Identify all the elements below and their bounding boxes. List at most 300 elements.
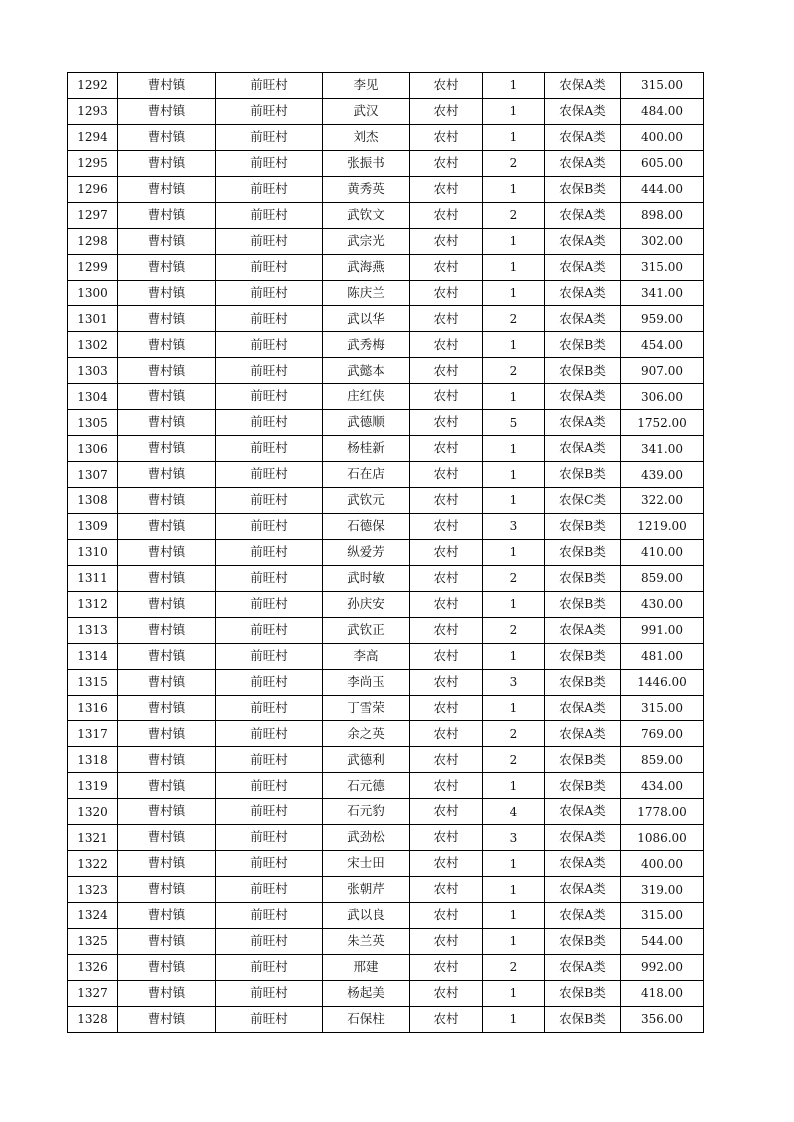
row-number-cell: 1309 xyxy=(68,513,118,539)
category-cell: 农保B类 xyxy=(545,539,621,565)
household-count-cell: 3 xyxy=(483,669,545,695)
town-cell: 曹村镇 xyxy=(118,254,216,280)
residence-type-cell: 农村 xyxy=(410,410,483,436)
residence-type-cell: 农村 xyxy=(410,202,483,228)
household-count-cell: 1 xyxy=(483,591,545,617)
village-cell: 前旺村 xyxy=(216,358,323,384)
household-count-cell: 1 xyxy=(483,695,545,721)
household-count-cell: 1 xyxy=(483,980,545,1006)
table-row xyxy=(68,202,704,228)
residence-type-cell: 农村 xyxy=(410,825,483,851)
table-row xyxy=(68,150,704,176)
row-number-cell: 1328 xyxy=(68,1006,118,1032)
amount-cell: 341.00 xyxy=(621,280,704,306)
village-cell: 前旺村 xyxy=(216,176,323,202)
town-cell: 曹村镇 xyxy=(118,617,216,643)
row-number-cell: 1293 xyxy=(68,98,118,124)
household-count-cell: 3 xyxy=(483,513,545,539)
row-number-cell: 1320 xyxy=(68,799,118,825)
row-number-cell: 1294 xyxy=(68,124,118,150)
category-cell: 农保A类 xyxy=(545,877,621,903)
household-count-cell: 1 xyxy=(483,254,545,280)
residence-type-cell: 农村 xyxy=(410,280,483,306)
town-cell: 曹村镇 xyxy=(118,280,216,306)
household-count-cell: 1 xyxy=(483,877,545,903)
category-cell: 农保A类 xyxy=(545,903,621,929)
residence-type-cell: 农村 xyxy=(410,851,483,877)
town-cell: 曹村镇 xyxy=(118,773,216,799)
name-cell: 邢建 xyxy=(323,954,410,980)
table-row xyxy=(68,98,704,124)
name-cell: 张朝芹 xyxy=(323,877,410,903)
category-cell: 农保B类 xyxy=(545,747,621,773)
residence-type-cell: 农村 xyxy=(410,513,483,539)
amount-cell: 859.00 xyxy=(621,747,704,773)
town-cell: 曹村镇 xyxy=(118,358,216,384)
table-row xyxy=(68,747,704,773)
name-cell: 石保柱 xyxy=(323,1006,410,1032)
amount-cell: 991.00 xyxy=(621,617,704,643)
category-cell: 农保B类 xyxy=(545,565,621,591)
village-cell: 前旺村 xyxy=(216,825,323,851)
household-count-cell: 2 xyxy=(483,358,545,384)
amount-cell: 418.00 xyxy=(621,980,704,1006)
town-cell: 曹村镇 xyxy=(118,799,216,825)
household-count-cell: 2 xyxy=(483,150,545,176)
amount-cell: 605.00 xyxy=(621,150,704,176)
amount-cell: 306.00 xyxy=(621,384,704,410)
row-number-cell: 1297 xyxy=(68,202,118,228)
row-number-cell: 1312 xyxy=(68,591,118,617)
row-number-cell: 1306 xyxy=(68,436,118,462)
town-cell: 曹村镇 xyxy=(118,1006,216,1032)
town-cell: 曹村镇 xyxy=(118,954,216,980)
amount-cell: 907.00 xyxy=(621,358,704,384)
name-cell: 石元德 xyxy=(323,773,410,799)
category-cell: 农保B类 xyxy=(545,1006,621,1032)
category-cell: 农保A类 xyxy=(545,799,621,825)
name-cell: 石德保 xyxy=(323,513,410,539)
amount-cell: 430.00 xyxy=(621,591,704,617)
residence-type-cell: 农村 xyxy=(410,721,483,747)
category-cell: 农保A类 xyxy=(545,851,621,877)
table-row xyxy=(68,825,704,851)
town-cell: 曹村镇 xyxy=(118,73,216,99)
household-count-cell: 2 xyxy=(483,202,545,228)
town-cell: 曹村镇 xyxy=(118,436,216,462)
category-cell: 农保B类 xyxy=(545,591,621,617)
household-count-cell: 1 xyxy=(483,539,545,565)
town-cell: 曹村镇 xyxy=(118,721,216,747)
category-cell: 农保A类 xyxy=(545,617,621,643)
village-cell: 前旺村 xyxy=(216,462,323,488)
amount-cell: 544.00 xyxy=(621,928,704,954)
household-count-cell: 5 xyxy=(483,410,545,436)
name-cell: 武钦正 xyxy=(323,617,410,643)
town-cell: 曹村镇 xyxy=(118,695,216,721)
category-cell: 农保A类 xyxy=(545,202,621,228)
table-row xyxy=(68,462,704,488)
household-count-cell: 2 xyxy=(483,747,545,773)
household-count-cell: 1 xyxy=(483,228,545,254)
town-cell: 曹村镇 xyxy=(118,488,216,514)
town-cell: 曹村镇 xyxy=(118,539,216,565)
town-cell: 曹村镇 xyxy=(118,877,216,903)
residence-type-cell: 农村 xyxy=(410,903,483,929)
residence-type-cell: 农村 xyxy=(410,98,483,124)
row-number-cell: 1311 xyxy=(68,565,118,591)
household-count-cell: 2 xyxy=(483,721,545,747)
town-cell: 曹村镇 xyxy=(118,150,216,176)
village-cell: 前旺村 xyxy=(216,928,323,954)
residence-type-cell: 农村 xyxy=(410,150,483,176)
town-cell: 曹村镇 xyxy=(118,928,216,954)
amount-cell: 481.00 xyxy=(621,643,704,669)
row-number-cell: 1317 xyxy=(68,721,118,747)
town-cell: 曹村镇 xyxy=(118,903,216,929)
name-cell: 武海燕 xyxy=(323,254,410,280)
row-number-cell: 1315 xyxy=(68,669,118,695)
row-number-cell: 1307 xyxy=(68,462,118,488)
name-cell: 武钦元 xyxy=(323,488,410,514)
village-cell: 前旺村 xyxy=(216,591,323,617)
name-cell: 丁雪荣 xyxy=(323,695,410,721)
category-cell: 农保B类 xyxy=(545,462,621,488)
village-cell: 前旺村 xyxy=(216,436,323,462)
town-cell: 曹村镇 xyxy=(118,643,216,669)
village-cell: 前旺村 xyxy=(216,903,323,929)
row-number-cell: 1313 xyxy=(68,617,118,643)
village-cell: 前旺村 xyxy=(216,228,323,254)
amount-cell: 400.00 xyxy=(621,124,704,150)
residence-type-cell: 农村 xyxy=(410,980,483,1006)
row-number-cell: 1314 xyxy=(68,643,118,669)
table-row xyxy=(68,280,704,306)
household-count-cell: 1 xyxy=(483,73,545,99)
category-cell: 农保B类 xyxy=(545,332,621,358)
village-cell: 前旺村 xyxy=(216,332,323,358)
amount-cell: 1778.00 xyxy=(621,799,704,825)
category-cell: 农保A类 xyxy=(545,825,621,851)
category-cell: 农保A类 xyxy=(545,98,621,124)
category-cell: 农保A类 xyxy=(545,721,621,747)
residence-type-cell: 农村 xyxy=(410,384,483,410)
table-row xyxy=(68,539,704,565)
town-cell: 曹村镇 xyxy=(118,306,216,332)
row-number-cell: 1319 xyxy=(68,773,118,799)
table-row xyxy=(68,617,704,643)
village-cell: 前旺村 xyxy=(216,617,323,643)
village-cell: 前旺村 xyxy=(216,98,323,124)
town-cell: 曹村镇 xyxy=(118,228,216,254)
row-number-cell: 1325 xyxy=(68,928,118,954)
table-row xyxy=(68,488,704,514)
household-count-cell: 1 xyxy=(483,851,545,877)
table-row xyxy=(68,410,704,436)
category-cell: 农保A类 xyxy=(545,954,621,980)
village-cell: 前旺村 xyxy=(216,306,323,332)
category-cell: 农保A类 xyxy=(545,306,621,332)
amount-cell: 434.00 xyxy=(621,773,704,799)
residence-type-cell: 农村 xyxy=(410,436,483,462)
table-row xyxy=(68,358,704,384)
village-cell: 前旺村 xyxy=(216,799,323,825)
residence-type-cell: 农村 xyxy=(410,539,483,565)
name-cell: 宋士田 xyxy=(323,851,410,877)
row-number-cell: 1326 xyxy=(68,954,118,980)
residence-type-cell: 农村 xyxy=(410,617,483,643)
amount-cell: 315.00 xyxy=(621,695,704,721)
village-cell: 前旺村 xyxy=(216,280,323,306)
category-cell: 农保A类 xyxy=(545,228,621,254)
amount-cell: 454.00 xyxy=(621,332,704,358)
household-count-cell: 1 xyxy=(483,488,545,514)
village-cell: 前旺村 xyxy=(216,539,323,565)
town-cell: 曹村镇 xyxy=(118,565,216,591)
residence-type-cell: 农村 xyxy=(410,565,483,591)
table-row xyxy=(68,1006,704,1032)
amount-cell: 1086.00 xyxy=(621,825,704,851)
row-number-cell: 1303 xyxy=(68,358,118,384)
row-number-cell: 1323 xyxy=(68,877,118,903)
table-row xyxy=(68,384,704,410)
category-cell: 农保B类 xyxy=(545,643,621,669)
village-cell: 前旺村 xyxy=(216,124,323,150)
residence-type-cell: 农村 xyxy=(410,254,483,280)
household-count-cell: 1 xyxy=(483,384,545,410)
household-count-cell: 1 xyxy=(483,643,545,669)
amount-cell: 1446.00 xyxy=(621,669,704,695)
row-number-cell: 1322 xyxy=(68,851,118,877)
table-row xyxy=(68,332,704,358)
household-count-cell: 1 xyxy=(483,124,545,150)
table-row xyxy=(68,773,704,799)
town-cell: 曹村镇 xyxy=(118,202,216,228)
name-cell: 武汉 xyxy=(323,98,410,124)
town-cell: 曹村镇 xyxy=(118,513,216,539)
name-cell: 李尚玉 xyxy=(323,669,410,695)
village-cell: 前旺村 xyxy=(216,384,323,410)
category-cell: 农保A类 xyxy=(545,124,621,150)
village-cell: 前旺村 xyxy=(216,721,323,747)
amount-cell: 859.00 xyxy=(621,565,704,591)
town-cell: 曹村镇 xyxy=(118,384,216,410)
table-row xyxy=(68,254,704,280)
row-number-cell: 1324 xyxy=(68,903,118,929)
name-cell: 庄红侠 xyxy=(323,384,410,410)
category-cell: 农保A类 xyxy=(545,73,621,99)
residence-type-cell: 农村 xyxy=(410,773,483,799)
row-number-cell: 1318 xyxy=(68,747,118,773)
household-count-cell: 1 xyxy=(483,462,545,488)
name-cell: 李见 xyxy=(323,73,410,99)
name-cell: 黄秀英 xyxy=(323,176,410,202)
amount-cell: 319.00 xyxy=(621,877,704,903)
amount-cell: 410.00 xyxy=(621,539,704,565)
residence-type-cell: 农村 xyxy=(410,747,483,773)
table-row xyxy=(68,124,704,150)
town-cell: 曹村镇 xyxy=(118,98,216,124)
row-number-cell: 1321 xyxy=(68,825,118,851)
village-cell: 前旺村 xyxy=(216,150,323,176)
village-cell: 前旺村 xyxy=(216,669,323,695)
row-number-cell: 1316 xyxy=(68,695,118,721)
amount-cell: 444.00 xyxy=(621,176,704,202)
name-cell: 朱兰英 xyxy=(323,928,410,954)
data-table xyxy=(67,72,704,1033)
table-row xyxy=(68,954,704,980)
residence-type-cell: 农村 xyxy=(410,643,483,669)
name-cell: 孙庆安 xyxy=(323,591,410,617)
village-cell: 前旺村 xyxy=(216,954,323,980)
row-number-cell: 1327 xyxy=(68,980,118,1006)
category-cell: 农保B类 xyxy=(545,513,621,539)
residence-type-cell: 农村 xyxy=(410,695,483,721)
amount-cell: 484.00 xyxy=(621,98,704,124)
category-cell: 农保A类 xyxy=(545,695,621,721)
name-cell: 杨桂新 xyxy=(323,436,410,462)
table-row xyxy=(68,903,704,929)
residence-type-cell: 农村 xyxy=(410,799,483,825)
table-row xyxy=(68,851,704,877)
name-cell: 石元豹 xyxy=(323,799,410,825)
town-cell: 曹村镇 xyxy=(118,747,216,773)
table-row xyxy=(68,591,704,617)
name-cell: 刘杰 xyxy=(323,124,410,150)
town-cell: 曹村镇 xyxy=(118,332,216,358)
household-count-cell: 3 xyxy=(483,825,545,851)
row-number-cell: 1296 xyxy=(68,176,118,202)
name-cell: 武以良 xyxy=(323,903,410,929)
name-cell: 纵爱芳 xyxy=(323,539,410,565)
town-cell: 曹村镇 xyxy=(118,176,216,202)
household-count-cell: 4 xyxy=(483,799,545,825)
category-cell: 农保A类 xyxy=(545,280,621,306)
category-cell: 农保A类 xyxy=(545,254,621,280)
household-count-cell: 1 xyxy=(483,332,545,358)
table-row xyxy=(68,721,704,747)
residence-type-cell: 农村 xyxy=(410,176,483,202)
village-cell: 前旺村 xyxy=(216,565,323,591)
row-number-cell: 1301 xyxy=(68,306,118,332)
amount-cell: 992.00 xyxy=(621,954,704,980)
household-count-cell: 1 xyxy=(483,773,545,799)
village-cell: 前旺村 xyxy=(216,695,323,721)
name-cell: 武懿本 xyxy=(323,358,410,384)
amount-cell: 769.00 xyxy=(621,721,704,747)
table-row xyxy=(68,228,704,254)
residence-type-cell: 农村 xyxy=(410,669,483,695)
household-count-cell: 1 xyxy=(483,98,545,124)
category-cell: 农保B类 xyxy=(545,669,621,695)
village-cell: 前旺村 xyxy=(216,410,323,436)
town-cell: 曹村镇 xyxy=(118,124,216,150)
household-count-cell: 1 xyxy=(483,280,545,306)
category-cell: 农保A类 xyxy=(545,436,621,462)
name-cell: 武宗光 xyxy=(323,228,410,254)
category-cell: 农保B类 xyxy=(545,928,621,954)
table-row xyxy=(68,513,704,539)
name-cell: 武德顺 xyxy=(323,410,410,436)
amount-cell: 898.00 xyxy=(621,202,704,228)
household-count-cell: 1 xyxy=(483,1006,545,1032)
residence-type-cell: 农村 xyxy=(410,73,483,99)
amount-cell: 1219.00 xyxy=(621,513,704,539)
household-count-cell: 1 xyxy=(483,928,545,954)
table-row xyxy=(68,73,704,99)
name-cell: 张振书 xyxy=(323,150,410,176)
residence-type-cell: 农村 xyxy=(410,358,483,384)
category-cell: 农保A类 xyxy=(545,384,621,410)
village-cell: 前旺村 xyxy=(216,773,323,799)
village-cell: 前旺村 xyxy=(216,513,323,539)
table-row xyxy=(68,669,704,695)
row-number-cell: 1302 xyxy=(68,332,118,358)
residence-type-cell: 农村 xyxy=(410,1006,483,1032)
amount-cell: 439.00 xyxy=(621,462,704,488)
amount-cell: 356.00 xyxy=(621,1006,704,1032)
residence-type-cell: 农村 xyxy=(410,228,483,254)
household-count-cell: 2 xyxy=(483,565,545,591)
amount-cell: 315.00 xyxy=(621,73,704,99)
row-number-cell: 1300 xyxy=(68,280,118,306)
village-cell: 前旺村 xyxy=(216,980,323,1006)
town-cell: 曹村镇 xyxy=(118,410,216,436)
village-cell: 前旺村 xyxy=(216,73,323,99)
household-count-cell: 1 xyxy=(483,903,545,929)
row-number-cell: 1295 xyxy=(68,150,118,176)
row-number-cell: 1299 xyxy=(68,254,118,280)
table-row xyxy=(68,436,704,462)
village-cell: 前旺村 xyxy=(216,877,323,903)
table-row xyxy=(68,643,704,669)
household-count-cell: 2 xyxy=(483,954,545,980)
name-cell: 武钦文 xyxy=(323,202,410,228)
amount-cell: 341.00 xyxy=(621,436,704,462)
category-cell: 农保B类 xyxy=(545,176,621,202)
row-number-cell: 1298 xyxy=(68,228,118,254)
amount-cell: 315.00 xyxy=(621,254,704,280)
table-row xyxy=(68,877,704,903)
row-number-cell: 1305 xyxy=(68,410,118,436)
amount-cell: 322.00 xyxy=(621,488,704,514)
residence-type-cell: 农村 xyxy=(410,462,483,488)
name-cell: 武劲松 xyxy=(323,825,410,851)
category-cell: 农保A类 xyxy=(545,410,621,436)
amount-cell: 315.00 xyxy=(621,903,704,929)
household-count-cell: 1 xyxy=(483,176,545,202)
row-number-cell: 1308 xyxy=(68,488,118,514)
table-row xyxy=(68,799,704,825)
table-row xyxy=(68,695,704,721)
name-cell: 李高 xyxy=(323,643,410,669)
residence-type-cell: 农村 xyxy=(410,877,483,903)
amount-cell: 1752.00 xyxy=(621,410,704,436)
row-number-cell: 1304 xyxy=(68,384,118,410)
name-cell: 武秀梅 xyxy=(323,332,410,358)
residence-type-cell: 农村 xyxy=(410,928,483,954)
name-cell: 武时敏 xyxy=(323,565,410,591)
town-cell: 曹村镇 xyxy=(118,462,216,488)
amount-cell: 400.00 xyxy=(621,851,704,877)
residence-type-cell: 农村 xyxy=(410,124,483,150)
name-cell: 武德利 xyxy=(323,747,410,773)
table-row xyxy=(68,306,704,332)
residence-type-cell: 农村 xyxy=(410,332,483,358)
category-cell: 农保B类 xyxy=(545,980,621,1006)
village-cell: 前旺村 xyxy=(216,747,323,773)
village-cell: 前旺村 xyxy=(216,643,323,669)
